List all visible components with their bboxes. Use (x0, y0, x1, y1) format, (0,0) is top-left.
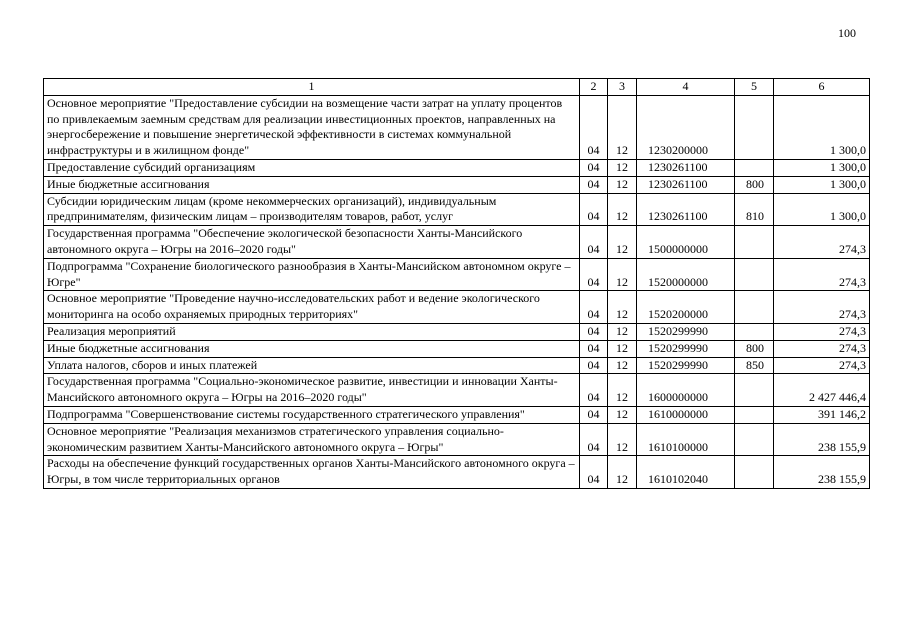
table-body (44, 95, 870, 488)
row-section-cell: 04 (580, 340, 608, 357)
table-row (44, 406, 870, 423)
row-name-cell: Подпрограмма "Совершенствование системы государственного стратегического управления" (44, 406, 580, 423)
row-expense-type-cell (735, 226, 774, 259)
page-number: 100 (838, 26, 856, 40)
row-target-item-cell: 1600000000 (637, 374, 735, 407)
row-target-item-cell: 1230261100 (637, 159, 735, 176)
row-name-cell: Основное мероприятие "Реализация механизмов стратегического управления социально-экономическим развитием Ханты-Мансийского автономного округа – Югры" (44, 423, 580, 456)
row-expense-type-cell: 850 (735, 357, 774, 374)
row-name-cell: Основное мероприятие "Проведение научно-исследовательских работ и ведение экологического мониторинга на особо охраняемых природных территориях" (44, 291, 580, 324)
row-section-cell: 04 (580, 176, 608, 193)
table-row (44, 176, 870, 193)
row-section-cell: 04 (580, 95, 608, 159)
row-section-cell: 04 (580, 323, 608, 340)
row-expense-type-cell (735, 456, 774, 489)
table-row (44, 193, 870, 226)
table-row (44, 340, 870, 357)
row-expense-type-cell (735, 374, 774, 407)
row-name-cell: Основное мероприятие "Предоставление субсидии на возмещение части затрат на уплату процентов по привлекаемым заемным средствам для реализации инвестиционных проектов, направленных на энергосбережение и повышение энергетической эффективности в системах коммунальной инфраструктуры и в жилищном фонде" (44, 95, 580, 159)
row-amount-cell: 274,3 (774, 258, 870, 291)
row-section-cell: 04 (580, 423, 608, 456)
row-subsection-cell: 12 (608, 226, 637, 259)
table-row (44, 226, 870, 259)
row-section-cell: 04 (580, 258, 608, 291)
row-section-cell: 04 (580, 291, 608, 324)
row-name-cell: Реализация мероприятий (44, 323, 580, 340)
row-expense-type-cell: 800 (735, 176, 774, 193)
row-expense-type-cell (735, 159, 774, 176)
row-target-item-cell: 1230261100 (637, 193, 735, 226)
row-subsection-cell: 12 (608, 323, 637, 340)
row-amount-cell: 274,3 (774, 357, 870, 374)
row-target-item-cell: 1610102040 (637, 456, 735, 489)
row-target-item-cell: 1520299990 (637, 323, 735, 340)
header-col-section: 2 (580, 79, 608, 96)
row-section-cell: 04 (580, 374, 608, 407)
row-name-cell: Уплата налогов, сборов и иных платежей (44, 357, 580, 374)
row-subsection-cell: 12 (608, 406, 637, 423)
row-expense-type-cell (735, 291, 774, 324)
row-section-cell: 04 (580, 456, 608, 489)
row-expense-type-cell (735, 95, 774, 159)
row-section-cell: 04 (580, 406, 608, 423)
header-col-subsection: 3 (608, 79, 637, 96)
row-subsection-cell: 12 (608, 357, 637, 374)
row-amount-cell: 274,3 (774, 340, 870, 357)
row-subsection-cell: 12 (608, 95, 637, 159)
row-subsection-cell: 12 (608, 258, 637, 291)
row-expense-type-cell (735, 423, 774, 456)
row-subsection-cell: 12 (608, 340, 637, 357)
row-section-cell: 04 (580, 193, 608, 226)
table-row (44, 258, 870, 291)
row-expense-type-cell: 810 (735, 193, 774, 226)
row-section-cell: 04 (580, 357, 608, 374)
row-amount-cell: 274,3 (774, 226, 870, 259)
row-subsection-cell: 12 (608, 193, 637, 226)
row-name-cell: Иные бюджетные ассигнования (44, 340, 580, 357)
row-target-item-cell: 1610000000 (637, 406, 735, 423)
row-amount-cell: 1 300,0 (774, 193, 870, 226)
row-amount-cell: 274,3 (774, 323, 870, 340)
row-name-cell: Государственная программа "Обеспечение экологической безопасности Ханты-Мансийского автономного округа – Югры на 2016–2020 годы" (44, 226, 580, 259)
row-target-item-cell: 1520299990 (637, 357, 735, 374)
row-subsection-cell: 12 (608, 176, 637, 193)
row-name-cell: Подпрограмма "Сохранение биологического разнообразия в Ханты-Мансийском автономном округе – Югре" (44, 258, 580, 291)
row-subsection-cell: 12 (608, 456, 637, 489)
table-row (44, 291, 870, 324)
table-row (44, 95, 870, 159)
table-row (44, 357, 870, 374)
row-expense-type-cell: 800 (735, 340, 774, 357)
header-col-name: 1 (44, 79, 580, 96)
row-expense-type-cell (735, 406, 774, 423)
row-amount-cell: 238 155,9 (774, 423, 870, 456)
row-amount-cell: 238 155,9 (774, 456, 870, 489)
row-name-cell: Предоставление субсидий организациям (44, 159, 580, 176)
table-row (44, 159, 870, 176)
row-expense-type-cell (735, 323, 774, 340)
table-row (44, 456, 870, 489)
row-name-cell: Расходы на обеспечение функций государственных органов Ханты-Мансийского автономного округа – Югры, в том числе территориальных органов (44, 456, 580, 489)
table-row (44, 323, 870, 340)
row-amount-cell: 2 427 446,4 (774, 374, 870, 407)
row-amount-cell: 274,3 (774, 291, 870, 324)
row-target-item-cell: 1520200000 (637, 291, 735, 324)
row-section-cell: 04 (580, 226, 608, 259)
row-section-cell: 04 (580, 159, 608, 176)
row-target-item-cell: 1520299990 (637, 340, 735, 357)
row-subsection-cell: 12 (608, 291, 637, 324)
row-subsection-cell: 12 (608, 374, 637, 407)
table-row (44, 423, 870, 456)
row-target-item-cell: 1610100000 (637, 423, 735, 456)
row-target-item-cell: 1230261100 (637, 176, 735, 193)
header-col-amount: 6 (774, 79, 870, 96)
table-row (44, 374, 870, 407)
row-target-item-cell: 1230200000 (637, 95, 735, 159)
row-expense-type-cell (735, 258, 774, 291)
row-amount-cell: 391 146,2 (774, 406, 870, 423)
row-amount-cell: 1 300,0 (774, 176, 870, 193)
header-col-target-item: 4 (637, 79, 735, 96)
row-target-item-cell: 1520000000 (637, 258, 735, 291)
row-name-cell: Иные бюджетные ассигнования (44, 176, 580, 193)
row-name-cell: Государственная программа "Социально-экономическое развитие, инвестиции и инновации Ханты-Мансийского автономного округа – Югры на 2016–2020 годы" (44, 374, 580, 407)
table-header-row (44, 79, 870, 96)
row-subsection-cell: 12 (608, 159, 637, 176)
header-col-expense-type: 5 (735, 79, 774, 96)
row-amount-cell: 1 300,0 (774, 159, 870, 176)
row-target-item-cell: 1500000000 (637, 226, 735, 259)
row-amount-cell: 1 300,0 (774, 95, 870, 159)
budget-table (43, 78, 870, 489)
row-subsection-cell: 12 (608, 423, 637, 456)
row-name-cell: Субсидии юридическим лицам (кроме некоммерческих организаций), индивидуальным предпринимателям, физическим лицам – производителям товаров, работ, услуг (44, 193, 580, 226)
